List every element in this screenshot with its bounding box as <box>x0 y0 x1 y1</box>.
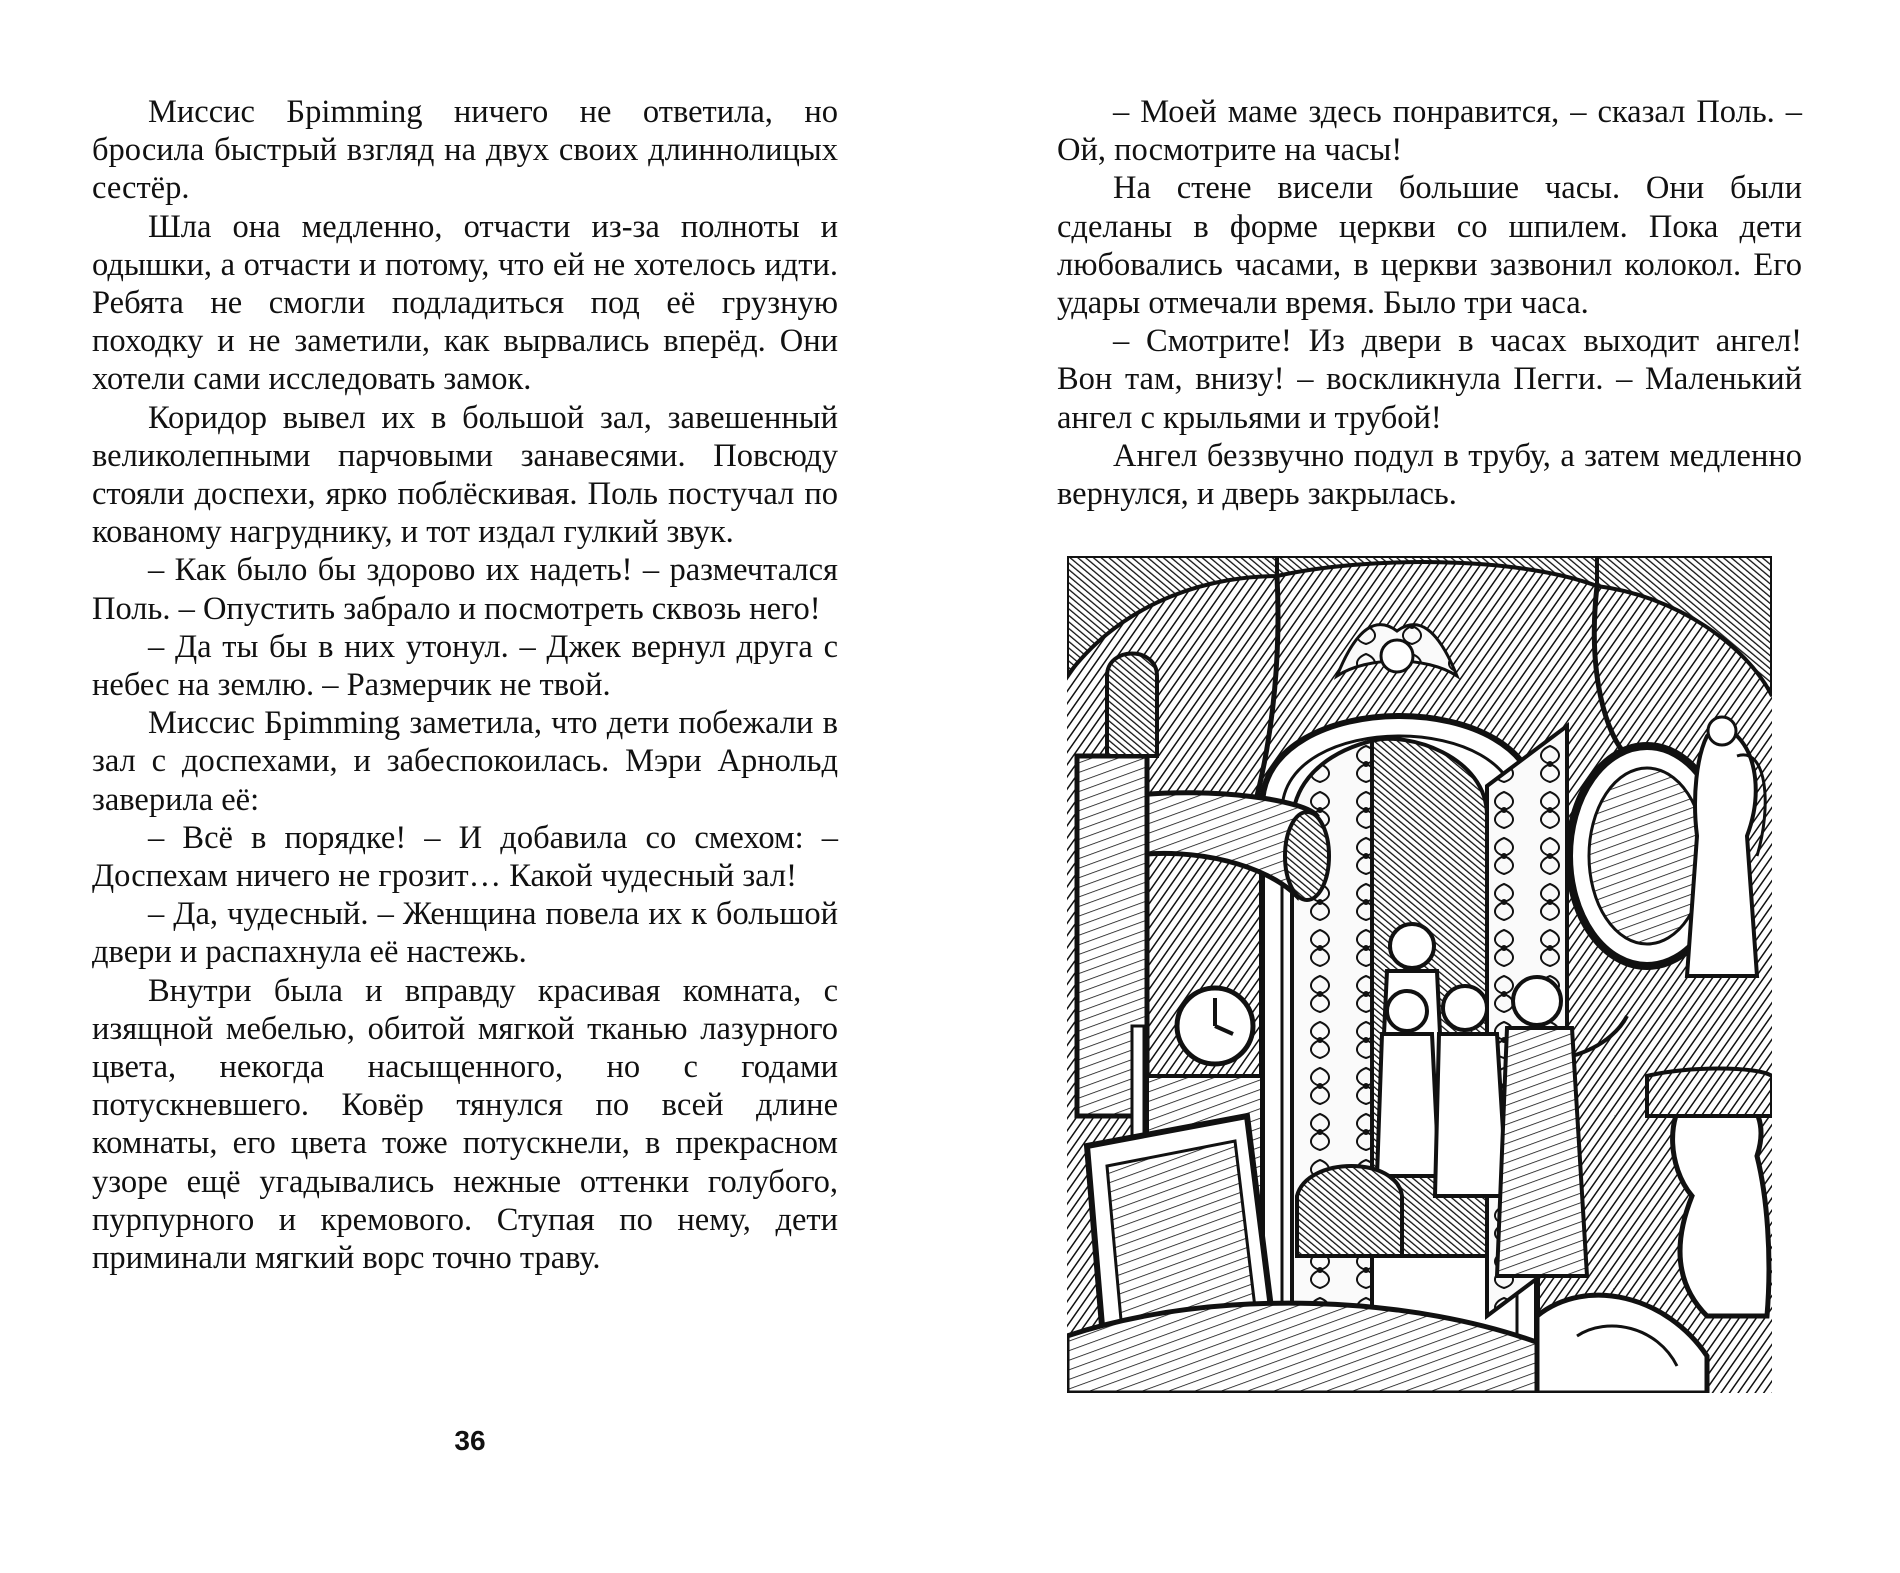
illustration-drawing <box>1067 556 1772 1393</box>
right-page <box>950 0 1900 1573</box>
paragraph: – Да, чудесный. – Женщина повела их к большой двери и распахнула её настежь. <box>92 896 838 971</box>
right-text-column <box>1057 93 1802 513</box>
angel-statue <box>1687 729 1757 977</box>
paragraph: Шла она медленно, отчасти из-за полноты и одышки, а отчасти и потому, что ей не хотелось идти. Ребята не смогли подладиться под её грузную походку и не заметили, как вырвались вперёд. Они хотели сами исследовать замок. <box>92 208 838 398</box>
page-number: 36 <box>454 1425 486 1456</box>
paragraph: – Да ты бы в них утонул. – Джек вернул друга с небес на землю. – Размерчик не твой. <box>92 628 838 704</box>
vase-top-left <box>1107 654 1157 757</box>
paragraph: Миссис Брimming ничего не ответила, но бросила быстрый взгляд на двух своих длиннолицых сестёр. <box>92 94 838 207</box>
clock-room-illustration <box>1067 556 1772 1393</box>
paragraph: Миссис Брimming заметила, что дети побежали в зал с доспехами, и забеспокоилась. Мэри Арнольд заверила её: <box>92 705 838 818</box>
paragraph: Ангел беззвучно подул в трубу, а затем медленно вернулся, и дверь закрылась. <box>1057 437 1802 513</box>
paragraph: На стене висели большие часы. Они были сделаны в форме церкви со шпилем. Пока дети любовались часами, в церкви зазвонил колокол. Его удары отмечали время. Было три часа. <box>1057 170 1802 322</box>
paragraph: – Смотрите! Из двери в часах выходит ангел! Вон там, внизу! – воскликнула Пегги. – Маленький ангел с крыльями и трубой! <box>1057 323 1802 436</box>
paragraph: – Моей маме здесь понравится, – сказал Поль. – Ой, посмотрите на часы! <box>1057 94 1802 169</box>
paragraph: – Всё в порядке! – И добавила со смехом: – Доспехам ничего не грозит… Какой чудесный зал! <box>92 819 838 895</box>
dome-cover <box>1297 1166 1402 1256</box>
paragraph: Внутри была и вправду красивая комната, с изящной мебелью, обитой мягкой тканью лазурного цвета, некогда насыщенного, но с годами потускневшего. Ковёр тянулся по всей длине комнаты, его цвета тоже потускнели, в прекрасном узоре ещё угадывались нежные оттенки голубого, пурпурного и кремового. Ступая по нему, дети приминали мягкий ворс точно траву. <box>92 972 838 1277</box>
paragraph: Коридор вывел их в большой зал, завешенный великолепными парчовыми занавесями. Повсюду стояли доспехи, ярко поблёскивая. Поль постучал по кованому нагруднику, и тот издал гулкий звук. <box>92 399 838 551</box>
left-text-column <box>92 93 838 1277</box>
paragraph: – Как было бы здорово их надеть! – размечтался Поль. – Опустить забрало и посмотреть сквозь него! <box>92 552 838 627</box>
vase-right <box>1673 1096 1769 1316</box>
